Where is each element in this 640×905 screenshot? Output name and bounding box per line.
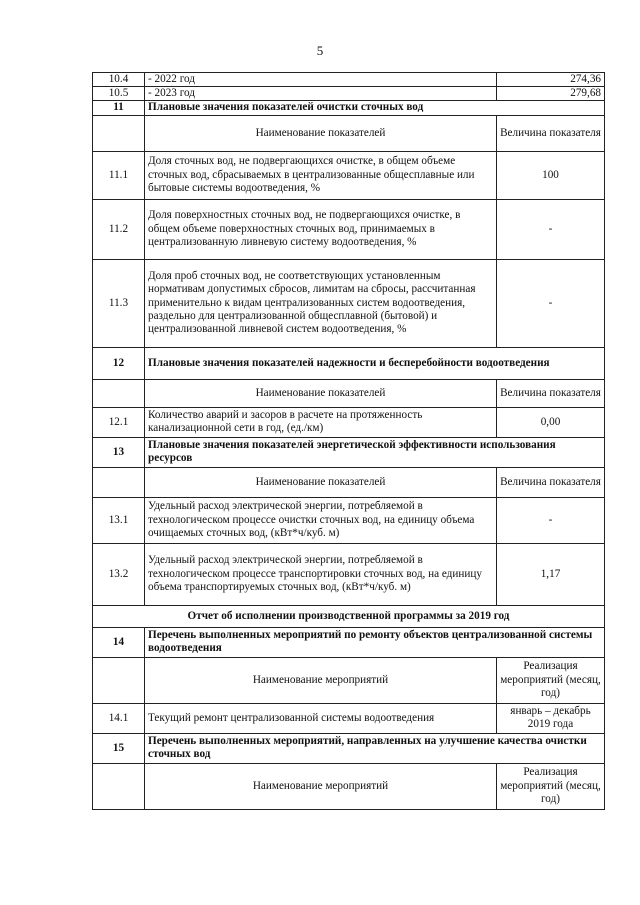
section-row	[93, 101, 605, 115]
empty-cell	[93, 379, 145, 407]
section-title: Перечень выполненных мероприятий по ремонту объектов централизованной системы водоотведения	[145, 627, 605, 657]
row-value: январь – декабрь 2019 года	[497, 703, 605, 733]
section-number: 11	[93, 101, 145, 115]
row-text: Удельный расход электрической энергии, потребляемой в технологическом процессе транспортировки сточных вод, на единицу объема транспортируемых сточных вод, (кВт*ч/куб. м)	[145, 543, 497, 605]
row-value: 1,17	[497, 543, 605, 605]
row-value: 274,36	[497, 73, 605, 87]
section-title: Плановые значения показателей очистки сточных вод	[145, 101, 605, 115]
header-row	[93, 657, 605, 703]
row-number: 10.4	[93, 73, 145, 87]
table-row	[93, 73, 605, 87]
table-row	[93, 543, 605, 605]
column-header-name: Наименование показателей	[145, 379, 497, 407]
section-row	[93, 437, 605, 467]
column-header-name: Наименование мероприятий	[145, 763, 497, 809]
report-title: Отчет об исполнении производственной программы за 2019 год	[93, 605, 605, 627]
row-number: 11.2	[93, 199, 145, 259]
row-number: 10.5	[93, 87, 145, 101]
row-text: Текущий ремонт централизованной системы водоотведения	[145, 703, 497, 733]
column-header-value: Реализация мероприятий (месяц, год)	[497, 763, 605, 809]
empty-cell	[93, 115, 145, 151]
row-number: 11.3	[93, 259, 145, 347]
column-header-name: Наименование показателей	[145, 467, 497, 497]
row-number: 12.1	[93, 407, 145, 437]
table-row	[93, 497, 605, 543]
row-number: 11.1	[93, 151, 145, 199]
header-row	[93, 763, 605, 809]
column-header-value: Реализация мероприятий (месяц, год)	[497, 657, 605, 703]
column-header-value: Величина показателя	[497, 379, 605, 407]
column-header-name: Наименование мероприятий	[145, 657, 497, 703]
column-header-value: Величина показателя	[497, 467, 605, 497]
section-row	[93, 733, 605, 763]
section-number: 14	[93, 627, 145, 657]
row-value: -	[497, 199, 605, 259]
row-number: 13.1	[93, 497, 145, 543]
row-text: Удельный расход электрической энергии, потребляемой в технологическом процессе очистки сточных вод, на единицу объема очищаемых сточных вод, (кВт*ч/куб. м)	[145, 497, 497, 543]
empty-cell	[93, 657, 145, 703]
column-header-name: Наименование показателей	[145, 115, 497, 151]
row-value: 279,68	[497, 87, 605, 101]
program-table	[92, 72, 605, 810]
row-number: 13.2	[93, 543, 145, 605]
row-text: - 2023 год	[145, 87, 497, 101]
row-text: Доля сточных вод, не подвергающихся очистке, в общем объеме сточных вод, сбрасываемых в централизованные общесплавные или бытовые системы водоотведения, %	[145, 151, 497, 199]
header-row	[93, 379, 605, 407]
row-text: Доля поверхностных сточных вод, не подвергающихся очистке, в общем объеме поверхностных сточных вод, принимаемых в централизованную ливневую систему водоотведения, %	[145, 199, 497, 259]
table-row	[93, 199, 605, 259]
row-value: -	[497, 259, 605, 347]
row-value: -	[497, 497, 605, 543]
table-row	[93, 259, 605, 347]
table-row	[93, 703, 605, 733]
section-title: Плановые значения показателей надежности и бесперебойности водоотведения	[145, 347, 605, 379]
header-row	[93, 467, 605, 497]
section-number: 13	[93, 437, 145, 467]
row-value: 100	[497, 151, 605, 199]
page-number: 5	[316, 43, 324, 58]
row-text: Количество аварий и засоров в расчете на протяженность канализационной сети в год, (ед./км)	[145, 407, 497, 437]
section-row	[93, 627, 605, 657]
section-title: Перечень выполненных мероприятий, направленных на улучшение качества очистки сточных вод	[145, 733, 605, 763]
row-value: 0,00	[497, 407, 605, 437]
report-row	[93, 605, 605, 627]
row-number: 14.1	[93, 703, 145, 733]
section-row	[93, 347, 605, 379]
table-row	[93, 151, 605, 199]
section-number: 12	[93, 347, 145, 379]
row-text: Доля проб сточных вод, не соответствующих установленным нормативам допустимых сбросов, лимитам на сбросы, рассчитанная применительно к видам централизованных систем водоотведения, раздельно для централизованной общесплавной (бытовой) и централизованной ливневой систем водоотведения, %	[145, 259, 497, 347]
empty-cell	[93, 467, 145, 497]
section-number: 15	[93, 733, 145, 763]
section-title: Плановые значения показателей энергетической эффективности использования ресурсов	[145, 437, 605, 467]
column-header-value: Величина показателя	[497, 115, 605, 151]
table-row	[93, 87, 605, 101]
header-row	[93, 115, 605, 151]
empty-cell	[93, 763, 145, 809]
row-text: - 2022 год	[145, 73, 497, 87]
table-row	[93, 407, 605, 437]
